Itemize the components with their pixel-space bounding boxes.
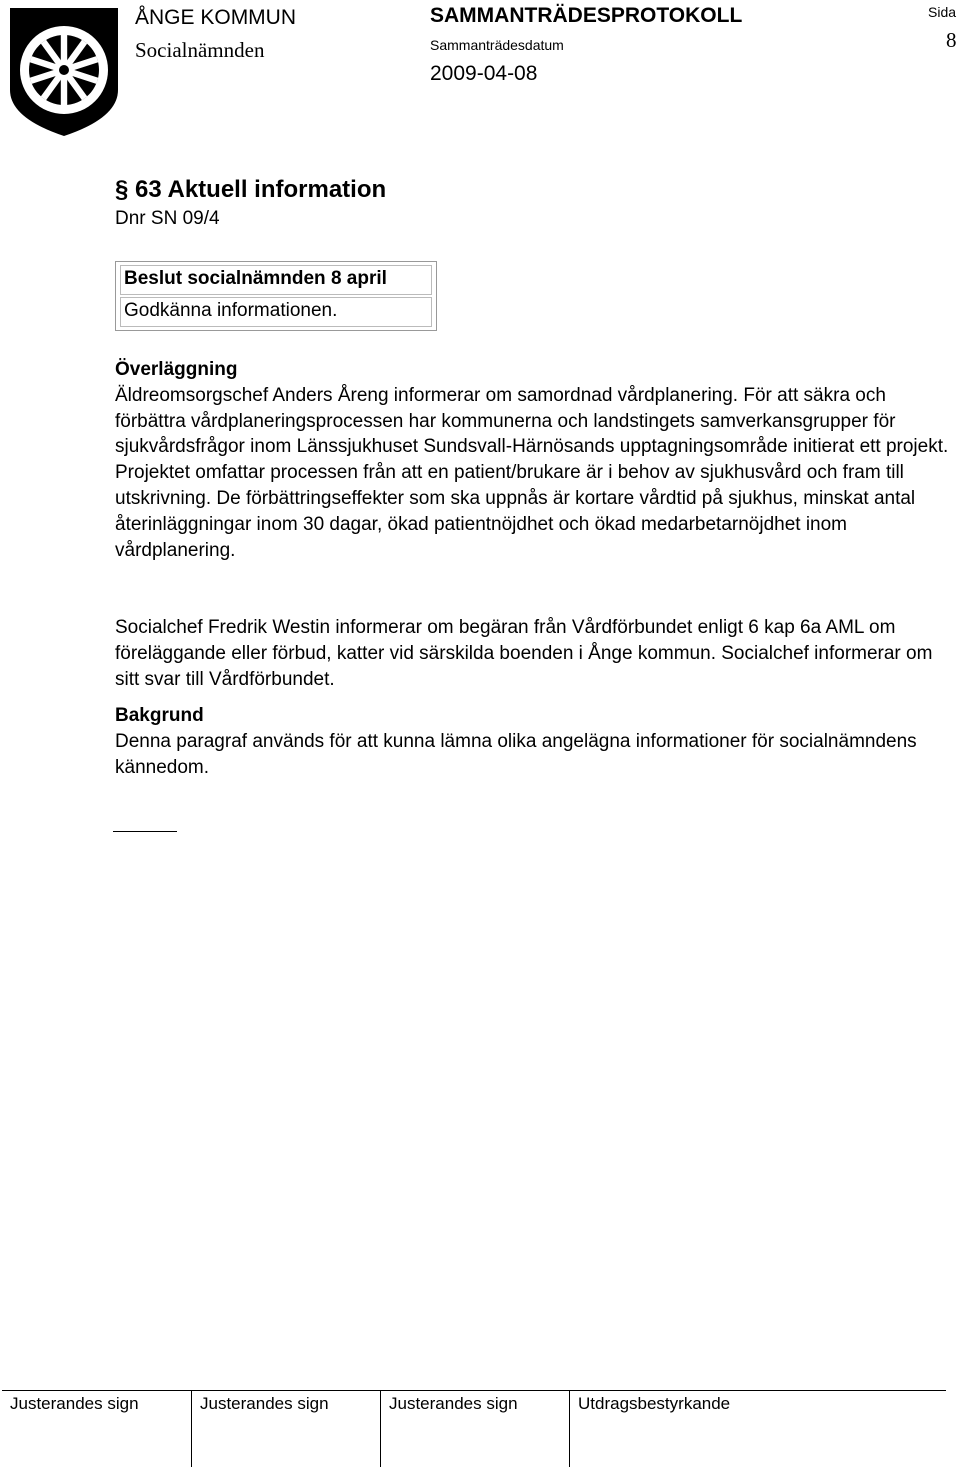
decision-text: Godkänna informationen. [120, 297, 432, 327]
section-text: Äldreomsorgschef Anders Åreng informerar om samordnad vårdplanering. För att säkra och förbättra vårdplaneringsprocessen har kommunerna och landstingets samverkansgrupper för sjukvårdsfrågor inom Länssjukhuset Sundsvall-Härnösands upptagningsområde initierat ett projekt. Projektet omfattar processen från att en patient/brukare är i behov av sjukhusvård och fram till utskrivning. De förbättringseffekter som ska uppnås är kortare vårdtid på sjukhus, minskat antal återinläggningar inom 30 dagar, ökad patientnöjdhet och ökad medarbetarnöjdhet inom vårdplanering. [115, 384, 949, 561]
page-label: Sida [928, 4, 957, 20]
decision-box [115, 261, 437, 331]
document-type: SAMMANTRÄDESPROTOKOLL [430, 4, 743, 27]
decision-title: Beslut socialnämnden 8 april [120, 265, 432, 295]
page-number: 8 [946, 28, 957, 52]
footer-cell-sign-1: Justerandes sign [10, 1394, 139, 1413]
department-name: Socialnämnden [135, 38, 265, 62]
organization-name: ÅNGE KOMMUN [135, 6, 297, 29]
separator-line [113, 831, 177, 832]
meeting-date: 2009-04-08 [430, 62, 538, 85]
footer-cell-certification: Utdragsbestyrkande [569, 1390, 809, 1467]
section-text: Denna paragraf används för att kunna lämna olika angelägna informationer för socialnämndens kännedom. [115, 730, 917, 778]
diary-number: Dnr SN 09/4 [115, 208, 220, 229]
footer-cell-sign-3: Justerandes sign [380, 1390, 569, 1467]
section-text: Socialchef Fredrik Westin informerar om begäran från Vårdförbundet enligt 6 kap 6a AML om föreläggande eller förbud, katter vid särskilda boenden i Ånge kommun. Socialchef informerar om sitt svar till Vårdförbundet. [115, 617, 933, 690]
section-overlaggning [115, 357, 950, 563]
paragraph-title: § 63 Aktuell information [115, 176, 387, 203]
wheel-emblem-icon [8, 6, 120, 138]
section-heading: Överläggning [115, 359, 238, 380]
section-heading: Bakgrund [115, 705, 204, 726]
section-westin [115, 615, 950, 692]
meeting-date-label: Sammanträdesdatum [430, 37, 564, 53]
footer-cell-sign-2: Justerandes sign [191, 1390, 380, 1467]
section-bakgrund [115, 703, 950, 780]
